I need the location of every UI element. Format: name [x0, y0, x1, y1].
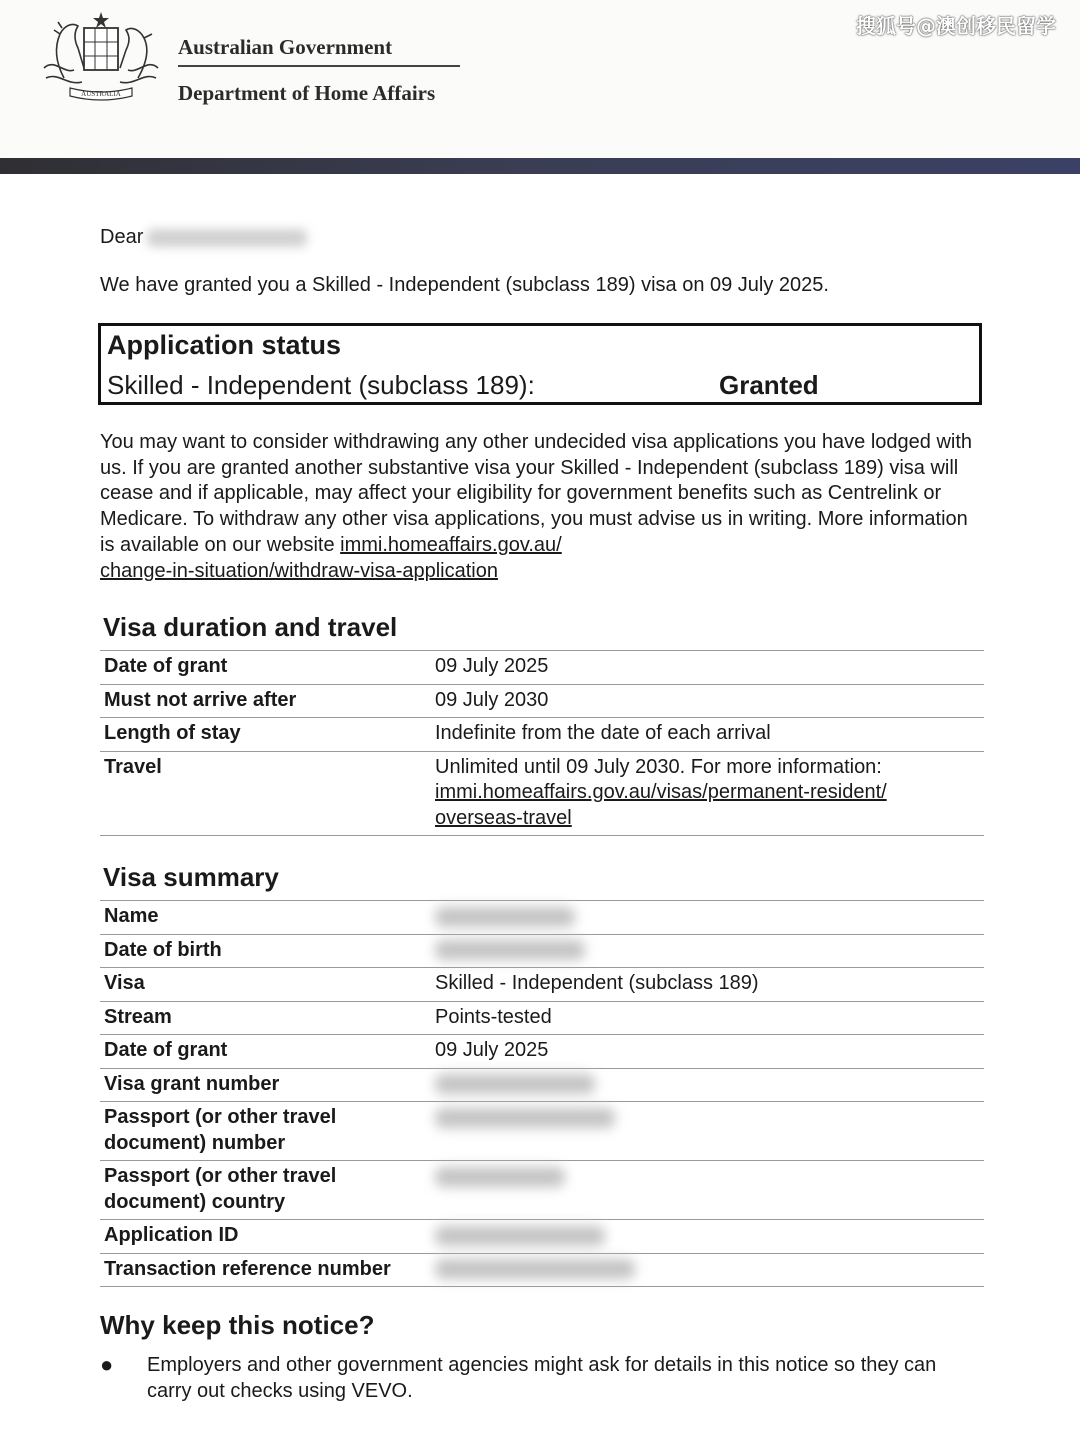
table-row: Passport (or other travel document) country: [100, 1161, 984, 1220]
withdrawal-notice: You may want to consider withdrawing any other undecided visa applications you have lodged with us. If you are granted another substantive visa your Skilled - Independent (subclass 189) visa will cease and if applicable, may affect your eligibility for government benefits such as Centrelink or Medicare. To withdraw any other visa applications, you must advise us in writing. More information is available on our website immi.homeaffairs.gov.au/ change-in-situation/withdraw-visa-application: [100, 431, 973, 582]
application-status-box: [98, 323, 982, 405]
table-row: Date of grant 09 July 2025: [100, 651, 984, 685]
redacted-value: [435, 1259, 635, 1279]
department-name: Department of Home Affairs: [178, 81, 436, 105]
withdraw-visa-link[interactable]: immi.homeaffairs.gov.au/ change-in-situation/withdraw-visa-application: [100, 533, 562, 582]
visa-summary-title: Visa summary: [103, 862, 279, 892]
table-row: Transaction reference number: [100, 1253, 984, 1287]
government-wordmark: [178, 34, 460, 105]
header-band: [0, 158, 1080, 174]
watermark: 搜狐号@澳创移民留学: [856, 14, 1056, 38]
status-title: Application status: [107, 330, 342, 360]
redacted-value: [435, 1226, 605, 1246]
letterhead: [0, 0, 1080, 158]
bullet-icon: ●: [100, 1352, 114, 1377]
redacted-value: [435, 1108, 615, 1128]
salutation: Dear: [100, 226, 307, 249]
table-row: Length of stay Indefinite from the date of each arrival: [100, 718, 984, 752]
status-badge: Granted: [719, 370, 819, 400]
coat-of-arms-icon: [34, 8, 168, 104]
visa-summary-table: [100, 900, 984, 1287]
status-visa-name: Skilled - Independent (subclass 189):: [107, 370, 535, 400]
table-row: Passport (or other travel document) number: [100, 1102, 984, 1161]
why-keep-title: Why keep this notice?: [100, 1310, 375, 1340]
table-row: Must not arrive after 09 July 2030: [100, 684, 984, 718]
visa-duration-title: Visa duration and travel: [103, 612, 398, 642]
table-row: Date of grant 09 July 2025: [100, 1035, 984, 1069]
overseas-travel-link[interactable]: immi.homeaffairs.gov.au/visas/permanent-resident/ overseas-travel: [435, 781, 887, 829]
table-row: Stream Points-tested: [100, 1001, 984, 1035]
table-row: Application ID: [100, 1220, 984, 1254]
table-row: Travel Unlimited until 09 July 2030. For more information: immi.homeaffairs.gov.au/visas/permanent-resident/ overseas-travel: [100, 751, 984, 836]
table-row: Date of birth: [100, 934, 984, 968]
redacted-value: [435, 907, 575, 927]
government-name: Australian Government: [178, 35, 393, 59]
table-row: Visa grant number: [100, 1068, 984, 1102]
wordmark-divider: [178, 65, 460, 67]
redacted-value: [435, 1074, 595, 1094]
table-row: Name: [100, 901, 984, 935]
table-row: Visa Skilled - Independent (subclass 189): [100, 968, 984, 1002]
grant-sentence: We have granted you a Skilled - Independent (subclass 189) visa on 09 July 2025.: [100, 274, 829, 296]
svg-text:AUSTRALIA: AUSTRALIA: [81, 90, 121, 98]
redacted-value: [435, 1167, 565, 1187]
visa-duration-table: [100, 650, 984, 836]
redacted-value: [435, 940, 585, 960]
redacted-name: [147, 229, 307, 247]
